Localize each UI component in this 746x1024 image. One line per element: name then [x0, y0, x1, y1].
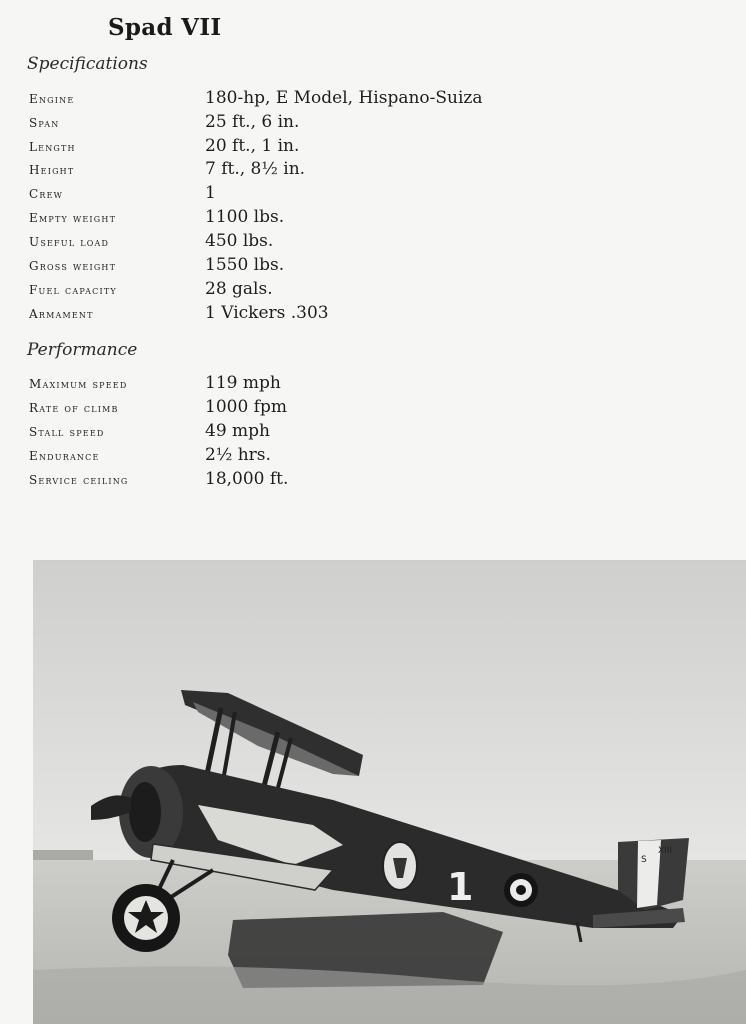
aircraft-photo	[33, 560, 746, 1024]
engine-cowling-ring	[129, 782, 161, 842]
spec-label: Height	[29, 163, 75, 177]
spec-row-height	[29, 159, 589, 183]
horizon-trees	[33, 850, 93, 860]
spec-label: Fuel capacity	[29, 283, 117, 297]
spec-value: 18,000 ft.	[205, 469, 289, 489]
spec-row-gross-weight	[29, 255, 589, 279]
perf-row-service-ceiling	[29, 469, 589, 493]
spec-row-span	[29, 112, 589, 136]
perf-row-endurance	[29, 445, 589, 469]
spec-value: 450 lbs.	[205, 231, 274, 251]
spec-label: Stall speed	[29, 425, 105, 439]
spec-value: 25 ft., 6 in.	[205, 112, 300, 132]
spec-label: Crew	[29, 187, 64, 201]
perf-row-maximum-speed	[29, 373, 589, 397]
roundel-center	[516, 885, 526, 895]
spec-row-length	[29, 136, 589, 160]
spec-value: 28 gals.	[205, 279, 273, 299]
spec-value: 1550 lbs.	[205, 255, 285, 275]
spec-row-engine	[29, 88, 589, 112]
spec-label: Span	[29, 116, 60, 130]
spec-value: 1100 lbs.	[205, 207, 285, 227]
spec-value: 1000 fpm	[205, 397, 287, 417]
spec-row-armament	[29, 303, 589, 327]
page-title: Spad VII	[108, 14, 222, 41]
specifications-heading: Specifications	[27, 54, 148, 74]
spec-value: 119 mph	[205, 373, 281, 393]
spec-value: 1 Vickers .303	[205, 303, 329, 323]
spec-label: Engine	[29, 92, 75, 106]
spec-value: 49 mph	[205, 421, 270, 441]
spec-row-crew	[29, 183, 589, 207]
spec-label: Armament	[29, 307, 94, 321]
spec-label: Endurance	[29, 449, 100, 463]
spec-value: 2½ hrs.	[205, 445, 271, 465]
spec-row-useful-load	[29, 231, 589, 255]
spec-row-empty-weight	[29, 207, 589, 231]
perf-row-stall-speed	[29, 421, 589, 445]
perf-row-rate-of-climb	[29, 397, 589, 421]
spec-value: 1	[205, 183, 216, 203]
tail-number: XIII	[658, 846, 673, 856]
spec-value: 20 ft., 1 in.	[205, 136, 300, 156]
spec-value: 180-hp, E Model, Hispano-Suiza	[205, 88, 483, 108]
spec-label: Empty weight	[29, 211, 117, 225]
spec-label: Gross weight	[29, 259, 117, 273]
fuselage-number: 1	[447, 865, 474, 909]
tail-marking: S	[641, 855, 647, 865]
spec-row-fuel-capacity	[29, 279, 589, 303]
aircraft-photo-svg	[33, 560, 746, 1024]
spec-value: 7 ft., 8½ in.	[205, 159, 306, 179]
performance-heading: Performance	[27, 340, 138, 360]
spec-label: Rate of climb	[29, 401, 119, 415]
spec-label: Service ceiling	[29, 473, 129, 487]
spec-label: Maximum speed	[29, 377, 128, 391]
spec-label: Useful load	[29, 235, 110, 249]
spec-label: Length	[29, 140, 76, 154]
